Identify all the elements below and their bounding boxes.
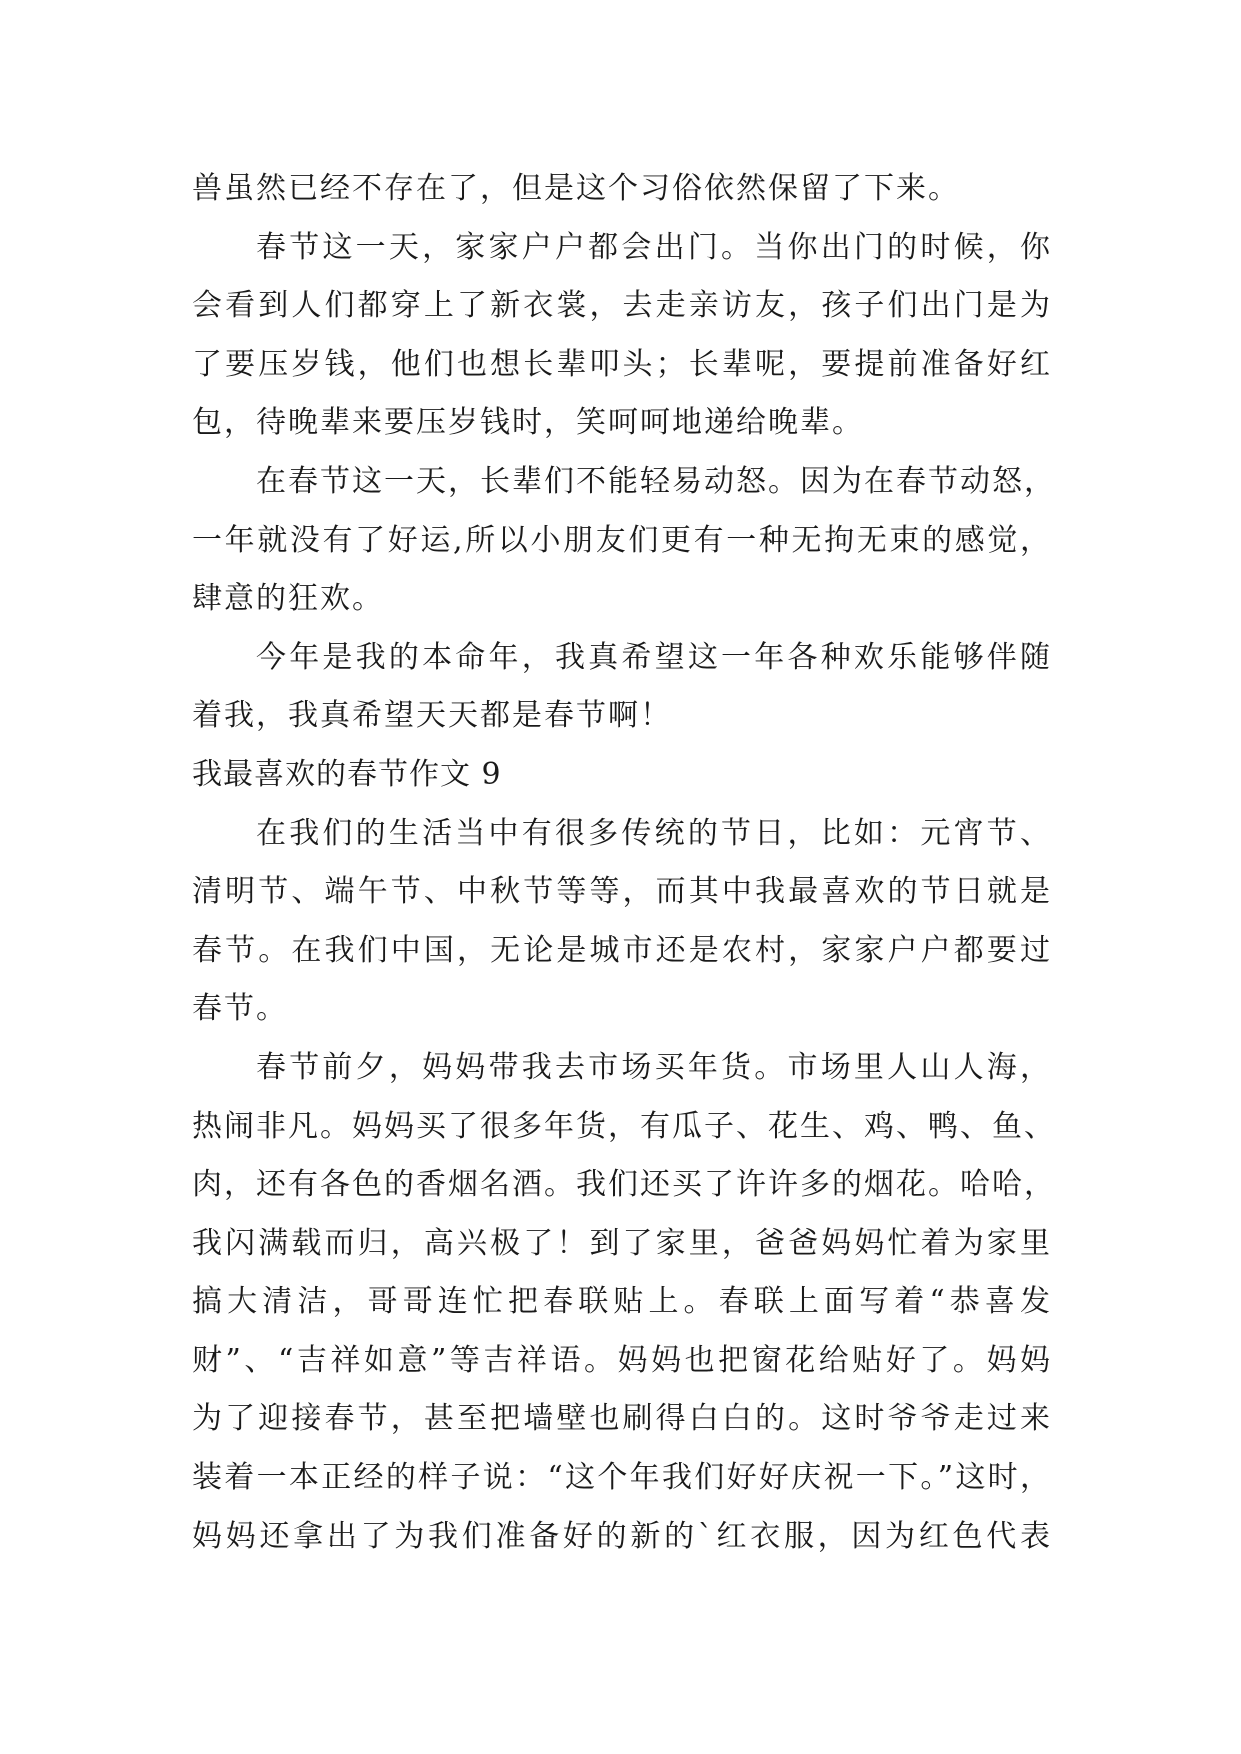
text-line: 在春节这一天，长辈们不能轻易动怒。因为在春节动怒， (256, 463, 1056, 499)
text-line: 装着一本正经的样子说：“这个年我们好好庆祝一下。”这时， (192, 1460, 1052, 1496)
text-line: 今年是我的本命年，我真希望这一年各种欢乐能够伴随 (256, 639, 1052, 675)
text-line: 清明节、端午节、中秋节等等，而其中我最喜欢的节日就是 (192, 874, 1052, 910)
document-page (192, 160, 1056, 1566)
text-line: 肉，还有各色的香烟名酒。我们还买了许许多的烟花。哈哈， (192, 1167, 1056, 1203)
text-line: 春节前夕，妈妈带我去市场买年货。市场里人山人海， (256, 1049, 1052, 1085)
text-line: 着我，我真希望天天都是春节啊！ (192, 698, 672, 734)
text-line: 妈妈还拿出了为我们准备好的新的`红衣服，因为红色代表 (192, 1518, 1052, 1554)
text-line: 兽虽然已经不存在了，但是这个习俗依然保留了下来。 (192, 171, 960, 206)
text-line: 春节这一天，家家户户都会出门。当你出门的时候，你 (256, 229, 1052, 265)
text-line: 在我们的生活当中有很多传统的节日，比如：元宵节、 (256, 815, 1052, 851)
text-line: 搞大清洁，哥哥连忙把春联贴上。春联上面写着“恭喜发 (192, 1284, 1052, 1320)
text-line: 春节。在我们中国，无论是城市还是农村，家家户户都要过 (192, 932, 1052, 968)
text-line: 我闪满载而归，高兴极了！到了家里，爸爸妈妈忙着为家里 (192, 1225, 1052, 1261)
text-line: 为了迎接春节，甚至把墙壁也刷得白白的。这时爷爷走过来 (192, 1401, 1052, 1437)
text-line: 会看到人们都穿上了新衣裳，去走亲访友，孩子们出门是为 (192, 288, 1052, 324)
section-heading: 我最喜欢的春节作文 9 (192, 756, 502, 792)
text-line: 肆意的狂欢。 (192, 581, 384, 617)
text-line: 包，待晚辈来要压岁钱时，笑呵呵地递给晚辈。 (192, 405, 864, 441)
text-line: 财”、“吉祥如意”等吉祥语。妈妈也把窗花给贴好了。妈妈 (192, 1342, 1052, 1378)
text-line: 春节。 (192, 991, 288, 1027)
text-line: 一年就没有了好运,所以小朋友们更有一种无拘无束的感觉， (192, 522, 1052, 558)
text-line: 了要压岁钱，他们也想长辈叩头；长辈呢，要提前准备好红 (192, 346, 1052, 382)
text-line: 热闹非凡。妈妈买了很多年货，有瓜子、花生、鸡、鸭、鱼、 (192, 1108, 1056, 1144)
